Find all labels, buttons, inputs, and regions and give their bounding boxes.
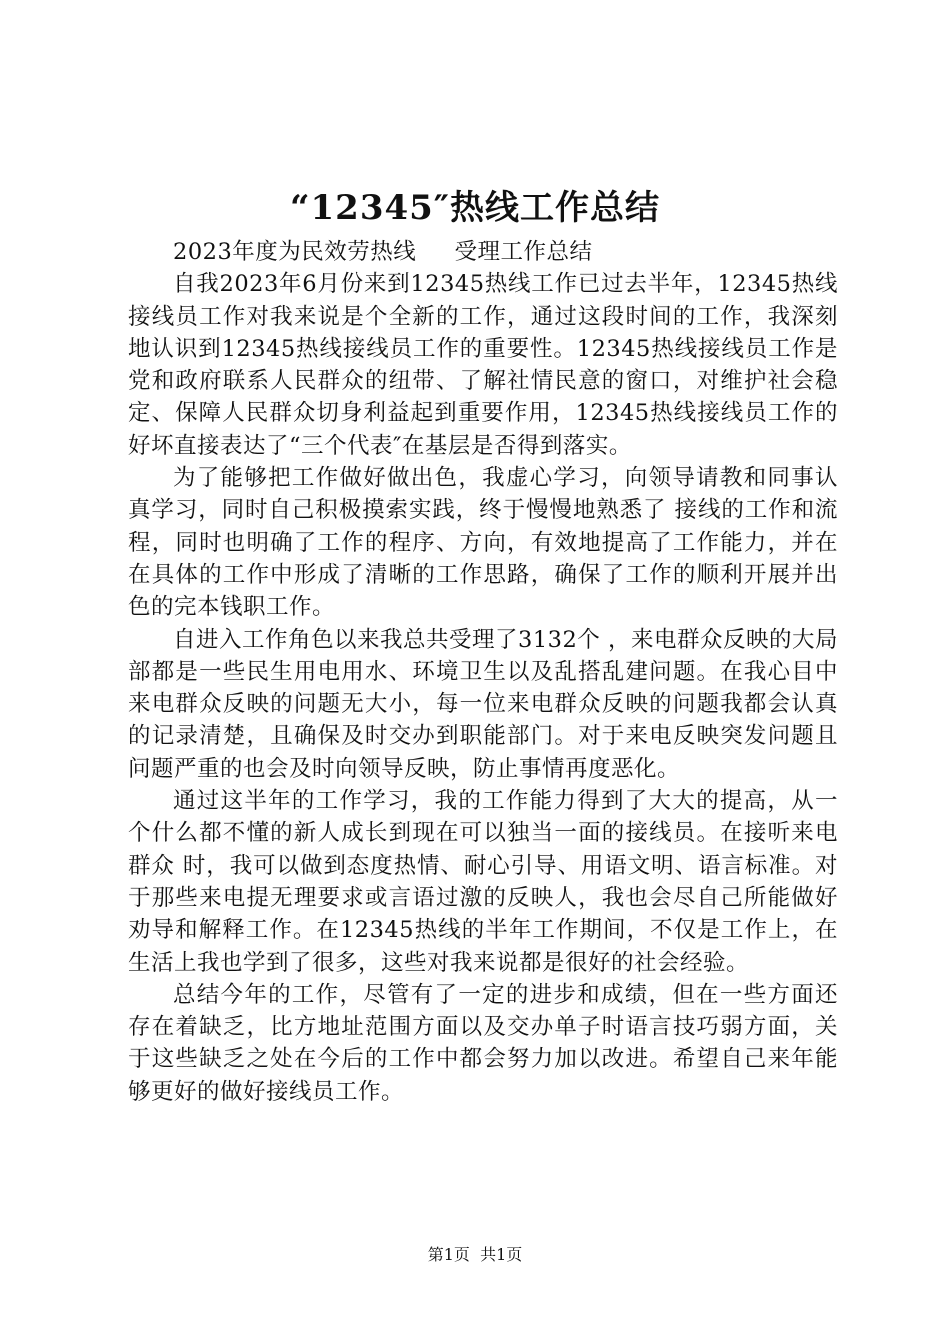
page-number-footer: 第1页 共1页	[427, 1245, 523, 1264]
document-subtitle: 2023年度为民效劳热线 受理工作总结	[173, 239, 593, 265]
paragraph-3: 自进入工作角色以来我总共受理了3132个 ，来电群众反映的大局部都是一些民生用电用水、环境卫生以及乱搭乱建问题。在我心目中来电群众反映的问题无大小，每一位来电群众反映的问题我都会认真的记录清楚，且确保及时交办到职能部门。对于来电反映突发问题且问题严重的也会及时向领导反映，防止事情再度恶化。	[128, 626, 838, 782]
paragraph-4: 通过这半年的工作学习，我的工作能力得到了大大的提高，从一个什么都不懂的新人成长到现在可以独当一面的接线员。在接听来电群众 时，我可以做到态度热情、耐心引导、用语文明、语言标准。对于那些来电提无理要求或言语过激的反映人，我也会尽自己所能做好劝导和解释工作。在12345热线的半年工作期间，不仅是工作上，在生活上我也学到了很多，这些对我来说都是很好的社会经验。	[128, 788, 838, 976]
paragraph-1: 自我2023年6月份来到12345热线工作已过去半年，12345热线接线员工作对我来说是个全新的工作，通过这段时间的工作，我深刻地认识到12345热线接线员工作的重要性。12345热线接线员工作是党和政府联系人民群众的纽带、了解社情民意的窗口，对维护社会稳定、保障人民群众切身利益起到重要作用，12345热线接线员工作的好坏直接表达了“三个代表″在基层是否得到落实。	[128, 271, 838, 459]
document-body	[128, 236, 838, 1108]
paragraph-5: 总结今年的工作，尽管有了一定的进步和成绩，但在一些方面还存在着缺乏，比方地址范围方面以及交办单子时语言技巧弱方面，关于这些缺乏之处在今后的工作中都会努力加以改进。希望自己来年能够更好的做好接线员工作。	[128, 981, 838, 1105]
paragraph-2: 为了能够把工作做好做出色，我虚心学习，向领导请教和同事认真学习，同时自己积极摸索实践，终于慢慢地熟悉了 接线的工作和流程，同时也明确了工作的程序、方向，有效地提高了工作能力，并在在具体的工作中形成了清晰的工作思路，确保了工作的顺利开展并出色的完本钱职工作。	[128, 465, 838, 621]
document-title: “12345″热线工作总结	[289, 188, 661, 228]
